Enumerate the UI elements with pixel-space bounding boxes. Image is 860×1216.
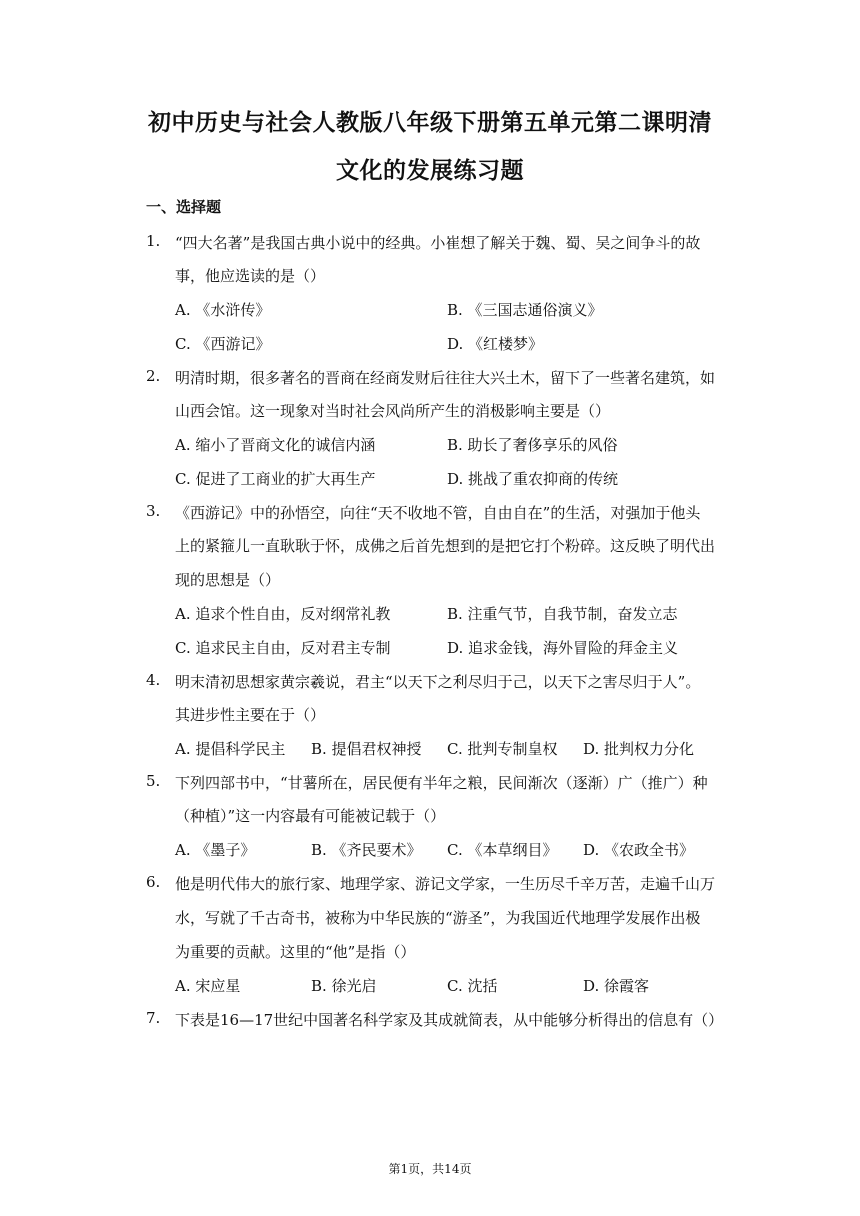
option-d: D. 挑战了重农抑商的传统	[447, 470, 619, 488]
page-footer: 第1页，共14页	[388, 1162, 472, 1176]
option-a: A. 缩小了晋商文化的诚信内涵	[175, 436, 376, 454]
question-text-line: 明末清初思想家黄宗羲说，君主“以天下之利尽归于己，以天下之害尽归于人”。	[175, 673, 701, 691]
option-b: B. 徐光启	[311, 977, 377, 995]
question-text-line: （种植）”这一内容最有可能被记载于（）	[175, 807, 446, 825]
question-text-line: 下表是16—17世纪中国著名科学家及其成就简表，从中能够分析得出的信息有（）	[175, 1011, 724, 1029]
question-text-line: 明清时期，很多著名的晋商在经商发财后往往大兴土木，留下了一些著名建筑，如	[175, 369, 716, 387]
option-d: D. 追求金钱，海外冒险的拜金主义	[447, 639, 679, 657]
option-b: B. 助长了奢侈享乐的风俗	[447, 436, 618, 454]
question-number: 6.	[146, 873, 161, 891]
question-text-line: 山西会馆。这一现象对当时社会风尚所产生的消极影响主要是（）	[175, 402, 611, 420]
option-a: A. 《墨子》	[175, 841, 256, 859]
question-number: 5.	[146, 772, 161, 790]
option-d: D. 批判权力分化	[583, 740, 695, 758]
option-a: A. 提倡科学民主	[175, 740, 286, 758]
option-b: B. 注重气节，自我节制，奋发立志	[447, 605, 678, 623]
question-number: 7.	[146, 1009, 161, 1027]
option-b: B. 《三国志通俗演义》	[447, 301, 603, 319]
question-number: 2.	[146, 367, 161, 385]
question-text-line: 上的紧箍儿一直耿耿于怀，成佛之后首先想到的是把它打个粉碎。这反映了明代出	[175, 537, 716, 555]
question-text-line: 其进步性主要在于（）	[175, 706, 326, 724]
option-c: C. 沈括	[447, 977, 498, 995]
question-text-line: 他是明代伟大的旅行家、地理学家、游记文学家，一生历尽千辛万苦，走遍千山万	[175, 875, 716, 893]
question-text-line: 事，他应选读的是（）	[175, 267, 326, 285]
option-c: C. 追求民主自由，反对君主专制	[175, 639, 391, 657]
document-title-line-1: 初中历史与社会人教版八年级下册第五单元第二课明清	[148, 110, 712, 136]
option-c: C. 促进了工商业的扩大再生产	[175, 470, 376, 488]
question-text-line: 《西游记》中的孙悟空，向往“天不收地不管，自由自在”的生活，对强加于他头	[175, 504, 701, 522]
document-title-line-2: 文化的发展练习题	[336, 158, 524, 184]
question-text-line: “四大名著”是我国古典小说中的经典。小崔想了解关于魏、蜀、吴之间争斗的故	[175, 234, 701, 252]
question-text-line: 为重要的贡献。这里的“他”是指（）	[175, 943, 416, 961]
option-d: D. 《农政全书》	[583, 841, 695, 859]
question-text-line: 水，写就了千古奇书，被称为中华民族的“游圣”，为我国近代地理学发展作出极	[175, 909, 701, 927]
option-c: C. 《西游记》	[175, 335, 271, 353]
question-number: 1.	[146, 232, 161, 250]
section-heading: 一、选择题	[146, 198, 222, 216]
question-text-line: 下列四部书中，“甘薯所在，居民便有半年之粮，民间渐次（逐渐）广（推广）种	[175, 774, 708, 792]
option-d: D. 《红楼梦》	[447, 335, 544, 353]
question-text-line: 现的思想是（）	[175, 571, 281, 589]
option-d: D. 徐霞客	[583, 977, 650, 995]
option-b: B. 提倡君权神授	[311, 740, 422, 758]
option-a: A. 宋应星	[175, 977, 241, 995]
question-number: 3.	[146, 502, 161, 520]
option-a: A. 《水浒传》	[175, 301, 271, 319]
option-a: A. 追求个性自由，反对纲常礼教	[175, 605, 391, 623]
option-c: C. 批判专制皇权	[447, 740, 558, 758]
option-b: B. 《齐民要术》	[311, 841, 422, 859]
question-number: 4.	[146, 671, 161, 689]
option-c: C. 《本草纲目》	[447, 841, 558, 859]
